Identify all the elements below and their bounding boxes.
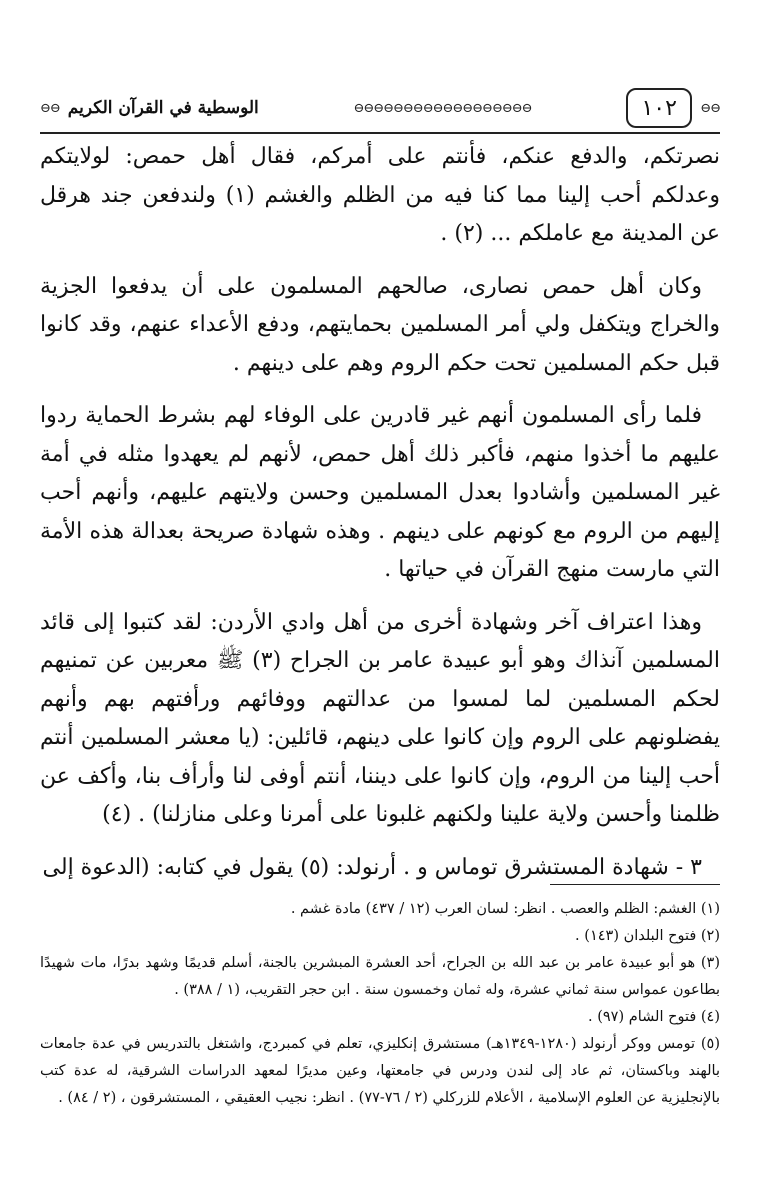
footnotes [40,896,720,1112]
paragraph-3: فلما رأى المسلمون أنهم غير قادرين على الوفاء لهم بشرط الحماية ردوا عليهم ما أخذوا منهم، فأكبر ذلك أهل حمص، لأنهم لم يعهدوا مثله في أمة غير المسلمين وأشادوا بعدل المسلمين وحسن ولايتهم عليهم، وأنهم أحب إليهم من الروم مع كونهم على دينهم . وهذه شهادة صريحة بعدالة هذه الأمة التي مارست منهج القرآن في حياتها . [40,403,721,582]
header-ornament-left: ⊖⊖ [40,100,60,116]
paragraph-1: نصرتكم، والدفع عنكم، فأنتم على أمركم، فقال أهل حمص: لولايتكم وعدلكم أحب إلينا مما كنا فيه من الظلم والغشم (١) ولندفعن جند هرقل عن المدينة مع عاملكم ... (٢) . [40,144,720,246]
body-text [40,138,720,901]
paragraph-4: وهذا اعتراف آخر وشهادة أخرى من أهل وادي الأردن: لقد كتبوا إلى قائد المسلمين آنذاك وهو أبو عبيدة عامر بن الجراح (٣) ﷺ معربين عن تمنيهم لحكم المسلمين لما لمسوا من عدالتهم ووفائهم ورأفتهم بهم وأنهم يفضلونهم على الروم وإن كانوا على دينهم، قائلين: (يا معشر المسلمين أنتم أحب إلينا من الروم، وإن كانوا على ديننا، أنتم أوفى لنا وأرأف بنا، وأكف عن ظلمنا وأحسن ولاية علينا ولكنهم غلبونا على أمرنا وعلى منازلنا) . (٤) [40,609,720,827]
footnote-1: (١) الغشم: الظلم والعصب . انظر: لسان العرب (١٢ / ٤٣٧) مادة غشم . [290,901,720,917]
header-ornament-right: ⊖⊖ [700,100,720,116]
footnote-separator [550,884,720,885]
footnote-4: (٤) فتوح الشام (٩٧) . [587,1009,720,1025]
footnote-2: (٢) فتوح البلدان (١٤٣) . [575,928,720,944]
page-header [40,88,720,134]
page-number-text: ١٠٢ [641,95,677,121]
footnote-5: (٥) تومس ووكر أرنولد (١٢٨٠-١٣٤٩هـ) مستشرق إنكليزي، تعلم في كمبردج، واشتغل بالتدريس في عدة جامعات بالهند وباكستان، ثم عاد إلى لندن ودرس في جامعتها، وعين مديرًا لمعهد الدراسات الشرقية، له عدة كتب بالإنجليزية عن العلوم الإسلامية ، الأعلام للزركلي (٢ / ٧٦-٧٧) . انظر: نجيب العقيقي ، المستشرقون ، (٢ / ٨٤) . [40,1036,721,1106]
page-number [626,88,692,128]
header-ornament-middle: ⊖⊖⊖⊖⊖⊖⊖⊖⊖⊖⊖⊖⊖⊖⊖⊖⊖⊖ [353,100,532,116]
paragraph-2: وكان أهل حمص نصارى، صالحهم المسلمون على أن يدفعوا الجزية والخراج ويتكفل ولي أمر المسلمين بحمايتهم، ودفع الأعداء عنهم، وقد كانوا قبل حكم المسلمين تحت حكم الروم وهم على دينهم . [40,273,720,376]
running-title: الوسطية في القرآن الكريم [67,98,259,118]
footnote-3: (٣) هو أبو عبيدة عامر بن عبد الله بن الجراح، أحد العشرة المبشرين بالجنة، أسلم قديمًا وشهد بدرًا، مات شهيدًا بطاعون عمواس سنة ثماني عشرة، وله ثمان وخمسون سنة . ابن حجر التقريب، (١ / ٣٨٨) . [40,955,720,998]
paragraph-5: ٣ - شهادة المستشرق توماس و . أرنولد: (٥) يقول في كتابه: (الدعوة إلى [42,854,702,880]
